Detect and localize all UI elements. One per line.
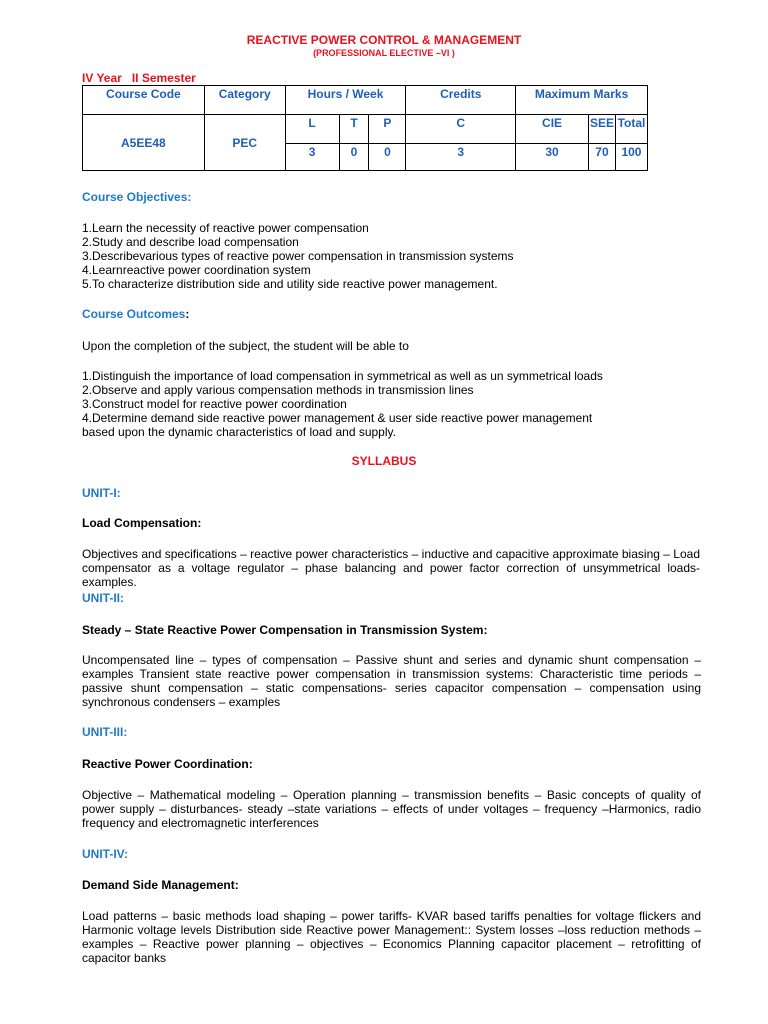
- subheader-c: C: [406, 115, 516, 144]
- value-p: 0: [369, 144, 406, 171]
- subheader-see: SEE: [588, 115, 615, 144]
- value-c: 3: [406, 144, 516, 171]
- value-l: 3: [285, 144, 339, 171]
- objectives-heading: Course Objectives:: [82, 190, 192, 204]
- outcomes-heading-text: Course Outcomes: [82, 307, 186, 321]
- document-title: REACTIVE POWER CONTROL & MANAGEMENT: [246, 33, 522, 47]
- value-t: 0: [339, 144, 369, 171]
- objective-item: 1.Learn the necessity of reactive power compensation: [82, 221, 369, 235]
- value-total: 100: [615, 144, 647, 171]
- unit-4-body: Load patterns – basic methods load shaping – power tariffs- KVAR based tariffs penalties for voltage flickers and Harmonic voltage levels Distribution side Reactive power Management:: System losses –loss reduction methods – examples – Reactive power planning – objectives – Economics Planning capacitor placement – retrofitting of capacitor banks: [82, 909, 701, 965]
- outcomes-intro: Upon the completion of the subject, the student will be able to: [82, 339, 409, 353]
- header-course-code: Course Code: [83, 86, 205, 115]
- subheader-total: Total: [615, 115, 647, 144]
- unit-1-label: UNIT-I:: [82, 486, 121, 500]
- value-see: 70: [588, 144, 615, 171]
- subheader-l: L: [285, 115, 339, 144]
- subheader-t: T: [339, 115, 369, 144]
- subheader-cie: CIE: [516, 115, 589, 144]
- unit-3-title: Reactive Power Coordination:: [82, 757, 253, 771]
- objective-item: 2.Study and describe load compensation: [82, 235, 299, 249]
- header-hours-week: Hours / Week: [285, 86, 406, 115]
- table-subheader-row: [83, 115, 648, 144]
- subheader-p: P: [369, 115, 406, 144]
- objective-item: 4.Learnreactive power coordination system: [82, 263, 311, 277]
- course-table: [82, 85, 648, 171]
- header-maximum-marks: Maximum Marks: [516, 86, 648, 115]
- unit-1-body: Objectives and specifications – reactive power characteristics – inductive and capacitive approximate biasing – Load compensator as a voltage regulator – phase balancing and power factor correction of unsymmetrical loads- examples.: [82, 547, 700, 589]
- value-cie: 30: [516, 144, 589, 171]
- objective-item: 5.To characterize distribution side and utility side reactive power management.: [82, 277, 498, 291]
- unit-4-title: Demand Side Management:: [82, 878, 239, 892]
- course-code-value: A5EE48: [83, 115, 205, 171]
- header-category: Category: [204, 86, 285, 115]
- outcomes-heading-colon: :: [185, 307, 190, 321]
- outcomes-list: [82, 369, 622, 439]
- syllabus-heading: SYLLABUS: [351, 454, 417, 468]
- unit-2-label: UNIT-II:: [82, 591, 124, 605]
- unit-2-title: Steady – State Reactive Power Compensation in Transmission System:: [82, 623, 488, 637]
- document-subtitle: (PROFESSIONAL ELECTIVE –VI ): [313, 48, 455, 58]
- outcome-item: 4.Determine demand side reactive power management & user side reactive power management based upon the dynamic characteristics of load and supply.: [82, 411, 593, 439]
- objectives-list: [82, 221, 514, 291]
- unit-2-body: Uncompensated line – types of compensation – Passive shunt and series and dynamic shunt compensation – examples Transient state reactive power compensation in transmission systems: Characteristic time periods – passive shunt compensation – static compensations- series capacitor compensation – compensation using synchronous condensers – examples: [82, 653, 701, 709]
- header-credits: Credits: [406, 86, 516, 115]
- objective-item: 3.Describevarious types of reactive power compensation in transmission systems: [82, 249, 514, 263]
- outcomes-heading: [82, 307, 189, 321]
- table-header-row: [83, 86, 648, 115]
- outcome-item: 2.Observe and apply various compensation methods in transmission lines: [82, 383, 474, 397]
- outcome-item: 1.Distinguish the importance of load compensation in symmetrical as well as un symmetrical loads: [82, 369, 603, 383]
- unit-3-body: Objective – Mathematical modeling – Operation planning – transmission benefits – Basic concepts of quality of power supply – disturbances- steady –state variations – effects of under voltages – frequency –Harmonics, radio frequency and electromagnetic interferences: [82, 788, 701, 830]
- unit-1-title: Load Compensation:: [82, 516, 202, 530]
- year-semester: IV Year II Semester: [82, 71, 196, 85]
- unit-4-label: UNIT-IV:: [82, 847, 129, 861]
- outcome-item: 3.Construct model for reactive power coordination: [82, 397, 347, 411]
- unit-3-label: UNIT-III:: [82, 725, 128, 739]
- category-value: PEC: [204, 115, 285, 171]
